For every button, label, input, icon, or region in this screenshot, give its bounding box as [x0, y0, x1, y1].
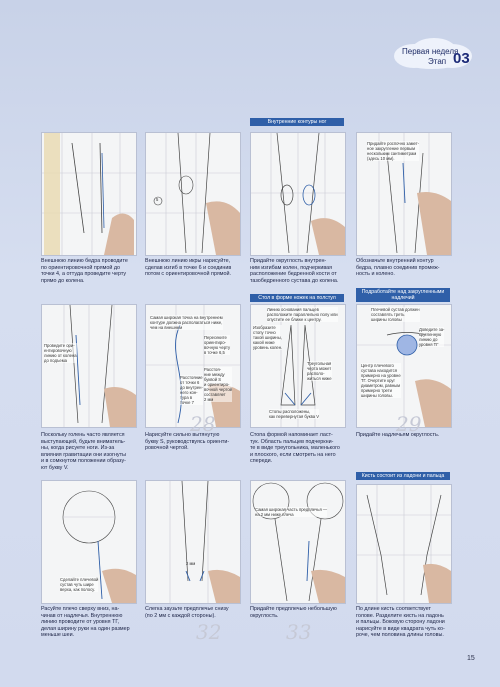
note-6a: Самая широкая точка на внутреннем контуре должна располагаться ниже, чем на внешнем: [150, 315, 223, 330]
tag-hand: Кисть состоит из ладони и пальца: [356, 472, 450, 480]
note-6d: Расстояние от точки 6 до внутрен- него кон- тура в точке 7: [180, 375, 203, 405]
step-photo-8: [356, 304, 452, 428]
step-photo-4: [356, 132, 452, 256]
caption-5: Поскольку голень часто является выступающей, будьте вниматель- ны, когда рисуете ноги. Из-за влияния гравитации они изогнуты и в сомкнутом положении образу- ют букву V.: [41, 432, 126, 471]
caption-8: Придайте надлечьям округлость.: [356, 432, 440, 438]
tag-toes: Подработайте над закругленными надлечий: [356, 288, 450, 302]
step-photo-9: [41, 480, 137, 604]
step-photo-2: [145, 132, 241, 256]
step-photo-12: [356, 484, 452, 604]
caption-10: Слегка заузьте предплечье снизу (по 2 мм с каждой стороны).: [145, 606, 229, 619]
page-number: 15: [467, 655, 475, 662]
note-11: Самая широкая часть предплечья — на 2 мм ниже плеча: [255, 507, 328, 517]
header-stage-number: 03: [453, 50, 470, 67]
watermark-32: 32: [196, 620, 222, 644]
caption-7: Стопа формой напоминает ласт- тук. Область пальцев подчеркни- те в виде треугольника, маленького и плоского, если смотреть на него спереди.: [250, 432, 340, 464]
caption-1: Внешнюю линию бедра проводите по ориентировочной прямой до точки 4, а оттуда проведите черту прямо до колена.: [41, 258, 128, 284]
header-stage: Этап: [428, 57, 447, 66]
note-8c: Центр плечевого сустава находится примерно на уровне ТГ. Очертите круг диаметром, равным примерно трети ширины головы.: [361, 363, 401, 398]
tag-table: Стол в форме ножек на полстул: [250, 294, 344, 302]
tag-inner-leg: Внутренние контуры ног: [250, 118, 344, 126]
step-photo-3: [250, 132, 346, 256]
step-photo-7: [250, 304, 346, 428]
note-6c: Расстоя- ние между буквой S и ориентиро- вочной чертой составляет 2 мм: [204, 367, 233, 402]
caption-3: Придайте округлость внутрен- ним изгибам колен, подчеркивая расположение бедренной кости от тазобедренного сустава до колена.: [250, 258, 339, 284]
caption-4: Обозначьте внутренний контур бедра, плавно соединив промеж- ность и колено.: [356, 258, 440, 277]
step-photo-6: [145, 304, 241, 428]
note-4: Придайте роспочно замет- ное закругление первым нескольким сантиметрам (здесь 10 мм).: [367, 141, 420, 161]
point-label-5: 5: [156, 197, 159, 202]
caption-9: Расуйте плечо сверху вниз, на- чинав от надлечья. Внутреннюю линию проводите от уровня ТГ, делая ширину руки на один размер меньше шеи.: [41, 606, 130, 638]
caption-2: Внешнюю линию икры нарисуйте, сделав изгиб в точке 6 и соединив потом с ориентировочной прямой.: [145, 258, 232, 277]
note-10: 2 мм: [186, 561, 196, 566]
step-photo-1: [41, 132, 137, 256]
caption-12: По длине кисть соответствует голове. Разделите кисть на ладонь и пальцы. Боковую сторону ладони нарисуйте в виде квадрата чуть ко- роче, чем половина длины головы.: [356, 606, 445, 638]
caption-11: Придайте предплечью небольшую округлость.: [250, 606, 337, 619]
step-photo-11: [250, 480, 346, 604]
note-5: Проведите ори- ентировочную линию от колена до подъема: [44, 343, 77, 363]
step-photo-5: [41, 304, 137, 428]
note-8b: Доведите за- кругленную линию до уровня ТГ: [419, 327, 445, 347]
step-photo-10: [145, 480, 241, 604]
watermark-29: 29: [396, 412, 422, 436]
watermark-33: 33: [286, 620, 312, 644]
note-7b: Изобразите стопу точно такой ширины, какой ниже уровень колен.: [253, 325, 283, 350]
note-7d: Стопы расположены, как перевернутая буква V: [269, 409, 320, 419]
note-6b: Пересеките ориентиро- вочную черту в точке 6,5: [204, 335, 231, 355]
note-7c: Треугольная черта может располо- житься ниже: [307, 361, 332, 381]
note-8a: Плечевой сустав должен составлять треть ширины головы: [371, 307, 420, 322]
watermark-28: 28: [190, 412, 216, 436]
header-week: Первая неделя: [402, 47, 459, 56]
note-7a: Линию основания пальцев расположите параллельно полу или опустите ее ближе к центру.: [267, 307, 338, 322]
caption-6: Нарисуйте сильно вытянутую букву S, руководствуясь ориенти- ровочной чертой.: [145, 432, 230, 451]
note-9: Сделайте плечевой сустав чуть шире верха, как полосу.: [60, 577, 99, 592]
